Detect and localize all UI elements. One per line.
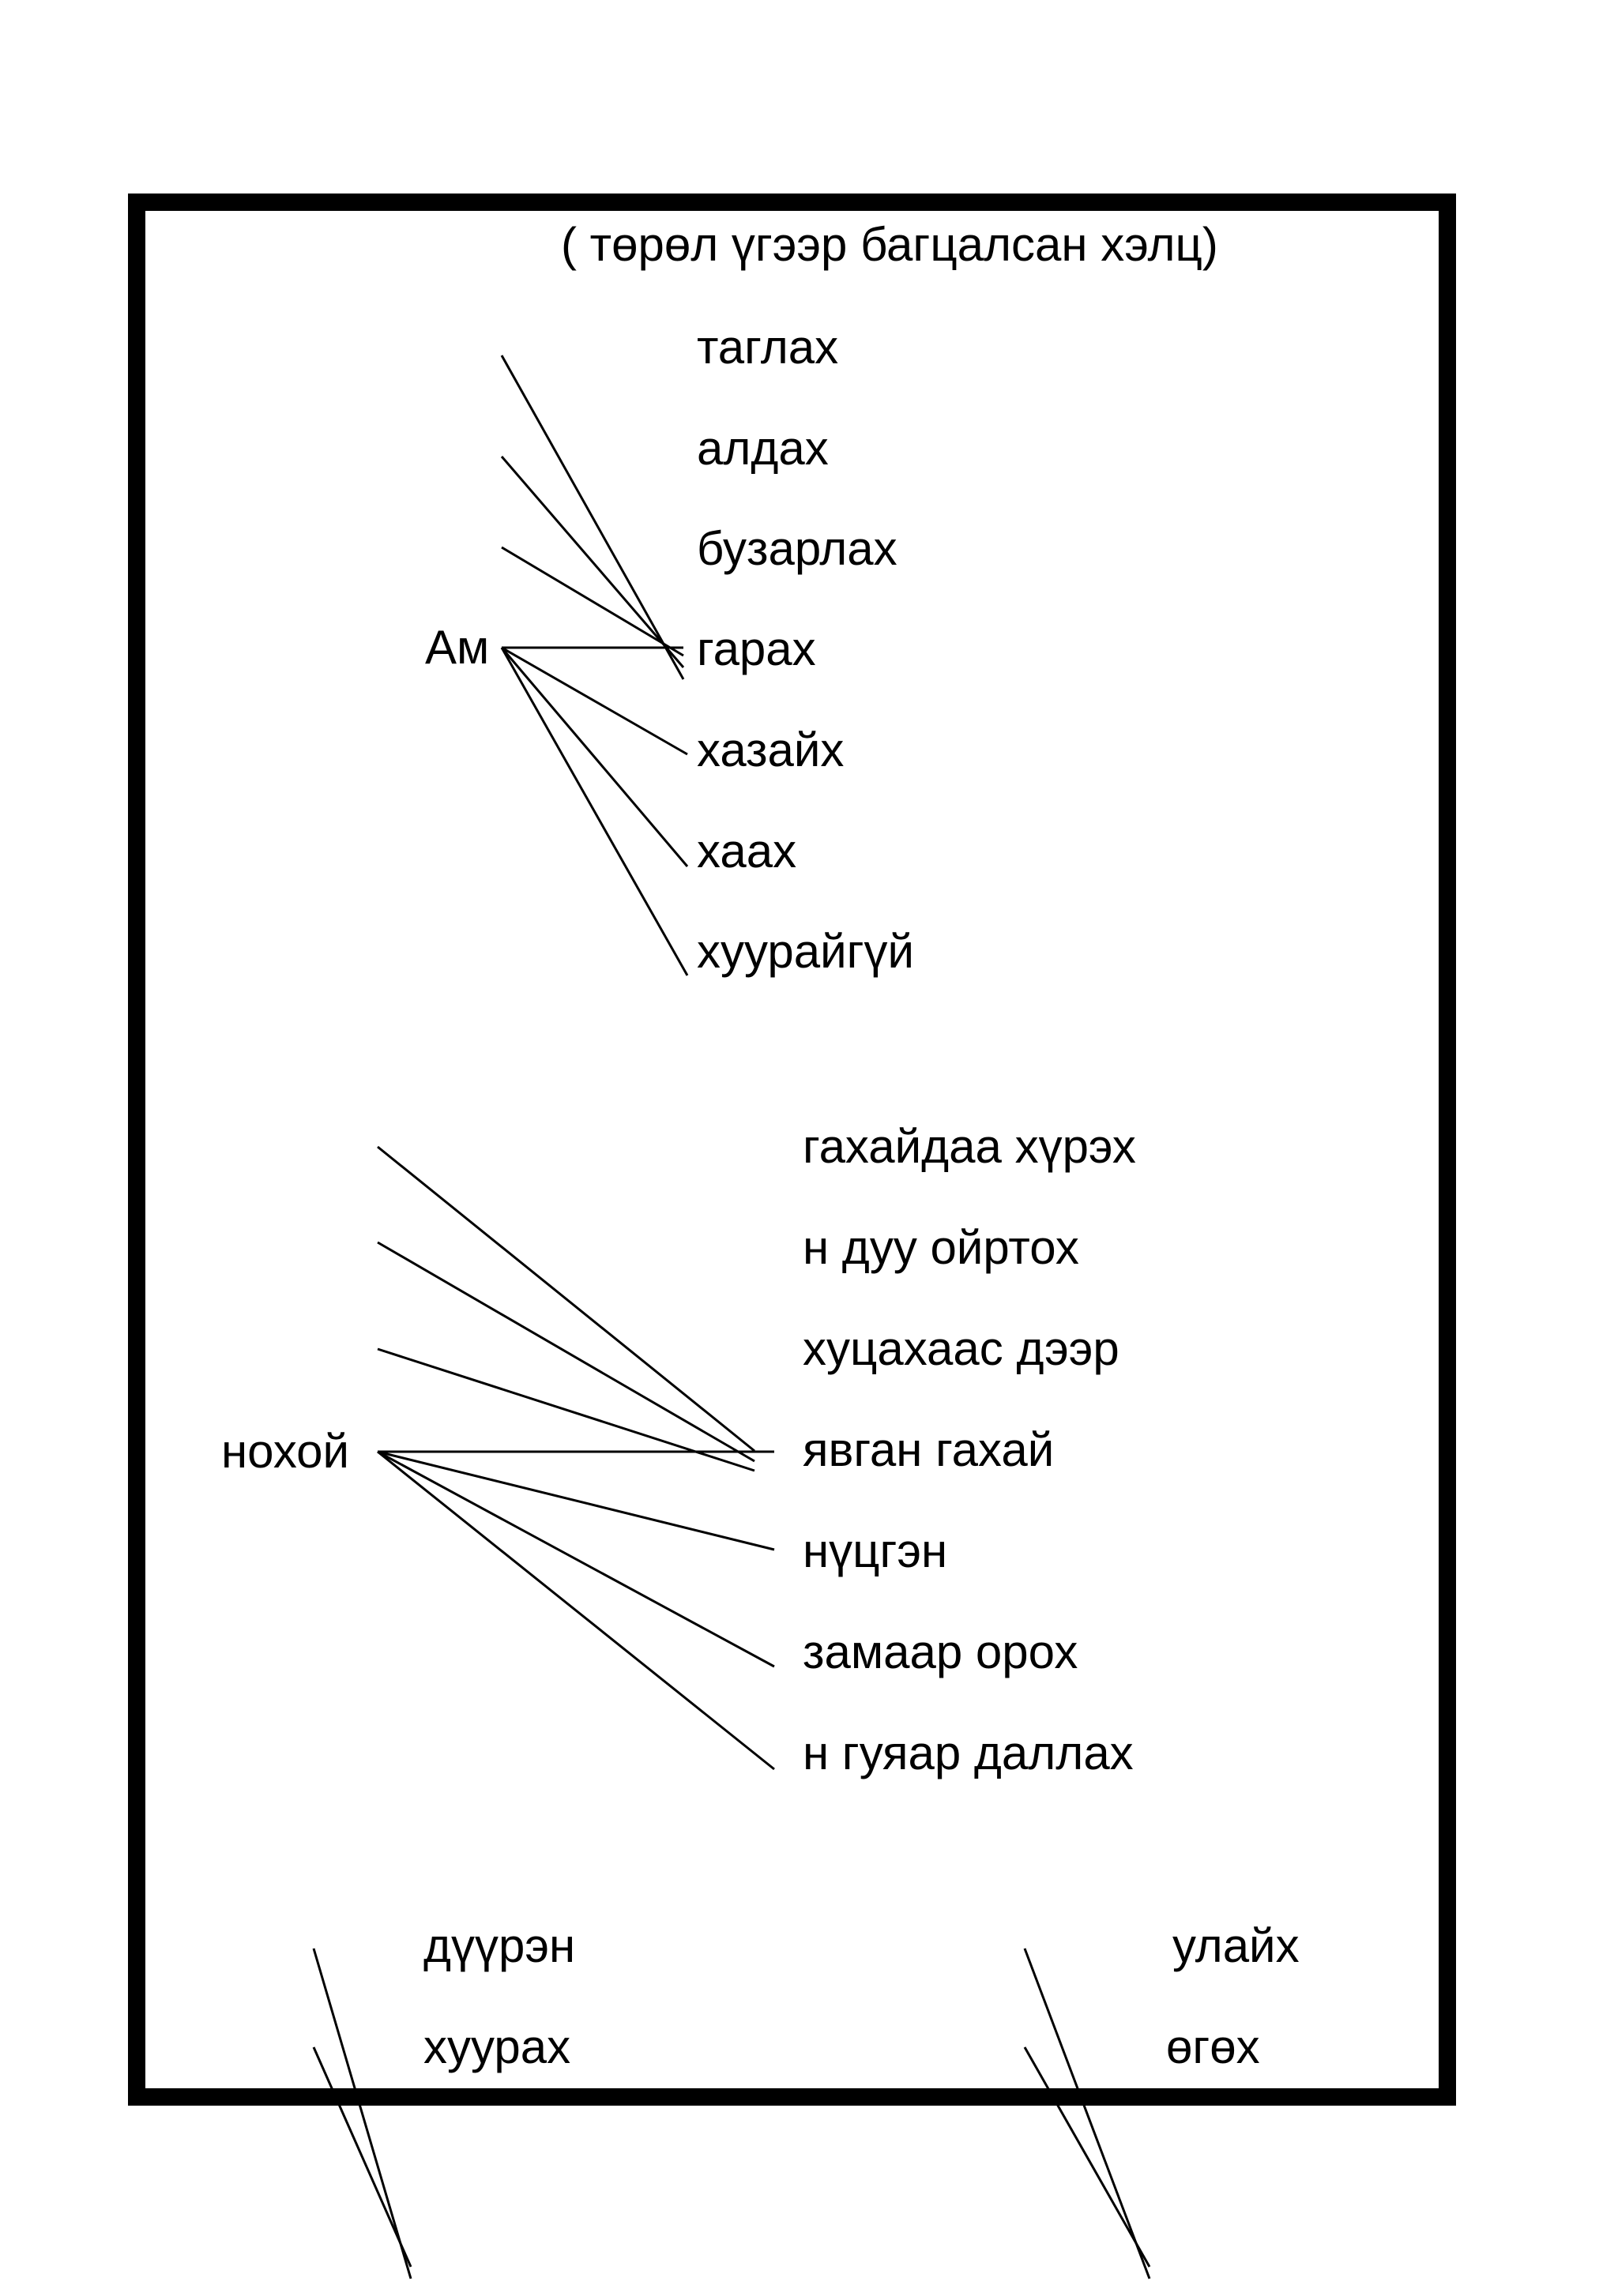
nokhoi-word: явган гахай bbox=[803, 1423, 1055, 1476]
bottom-right-line-1 bbox=[1025, 1948, 1150, 2279]
nokhoi-word: н гуяар даллах bbox=[803, 1727, 1134, 1779]
am-word: алдах bbox=[697, 422, 829, 475]
nokhoi-line-1 bbox=[378, 1147, 754, 1451]
am-line-6 bbox=[502, 648, 687, 866]
nokhoi-word: гахайдаа хүрэх bbox=[803, 1120, 1136, 1173]
bottom-left-line-2 bbox=[314, 2047, 411, 2267]
am-word: хаах bbox=[697, 825, 797, 877]
bottom-right-word: улайх bbox=[1172, 1919, 1300, 1972]
bottom-left-word: дүүрэн bbox=[423, 1919, 576, 1972]
nokhoi-word: нүцгэн bbox=[803, 1524, 948, 1577]
am-word: хуурайгүй bbox=[697, 925, 914, 978]
bottom-left-line-1 bbox=[314, 1948, 411, 2279]
nokhoi-head-word: нохой bbox=[221, 1425, 350, 1478]
am-word: гарах bbox=[697, 622, 816, 675]
nokhoi-line-2 bbox=[378, 1242, 754, 1461]
am-line-2 bbox=[502, 457, 683, 667]
am-word: хазайх bbox=[697, 723, 845, 776]
bottom-right-word: өгөх bbox=[1166, 2020, 1260, 2073]
nokhoi-word: н дуу ойртох bbox=[803, 1221, 1079, 1274]
nokhoi-word: замаар орох bbox=[803, 1625, 1078, 1678]
diagram-subtitle: ( төрөл үгээр багцалсан хэлц) bbox=[561, 218, 1218, 271]
nokhoi-word: хуцахаас дээр bbox=[803, 1322, 1119, 1375]
nokhoi-line-7 bbox=[378, 1452, 774, 1769]
nokhoi-line-6 bbox=[378, 1452, 774, 1667]
bottom-left-word: хуурах bbox=[423, 2020, 571, 2073]
am-head-word: Ам bbox=[425, 621, 490, 674]
bottom-right-line-2 bbox=[1025, 2047, 1150, 2267]
am-line-7 bbox=[502, 648, 687, 975]
am-word: бузарлах bbox=[697, 522, 897, 575]
am-line-5 bbox=[502, 648, 687, 754]
am-line-1 bbox=[502, 355, 683, 679]
am-word: таглах bbox=[697, 321, 839, 374]
